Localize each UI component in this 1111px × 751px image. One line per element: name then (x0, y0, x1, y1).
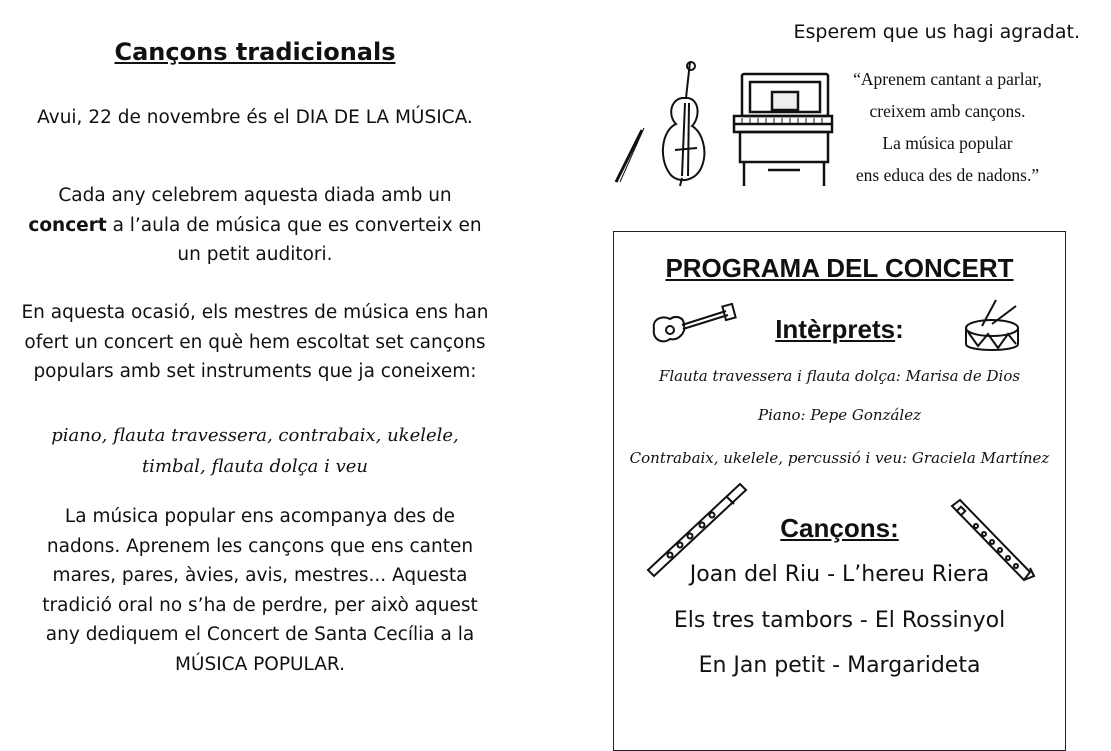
performers-heading-text: Intèrprets (775, 314, 896, 344)
song-line: En Jan petit - Margarideta (698, 653, 981, 678)
page-title: Cançons tradicionals (114, 38, 396, 66)
concert-text-bold: concert (28, 214, 107, 236)
intro-paragraph: Avui, 22 de novembre és el DIA DE LA MÚSICA. (37, 107, 473, 128)
quote-line: ens educa des de nadons.” (855, 165, 1040, 185)
performers-heading-colon: : (895, 314, 904, 344)
performer-line: Piano: Pepe González (758, 406, 921, 424)
quote-line: La música popular (882, 133, 1013, 153)
piano-icon (728, 70, 836, 190)
concert-text-post: a l’aula de música que es converteix en un petit auditori. (106, 214, 482, 265)
songs-heading-text: Cançons: (780, 513, 899, 543)
concert-paragraph (20, 181, 490, 270)
program-title: PROGRAMA DEL CONCERT (665, 253, 1014, 283)
quote-block (830, 63, 1065, 191)
cello-icon (612, 58, 707, 188)
thanks-text: Esperem que us hagi agradat. (793, 21, 1080, 43)
quote-line: creixem amb cançons. (869, 101, 1026, 121)
quote-line: “Aprenem cantant a parlar, (853, 69, 1042, 89)
drum-icon (962, 296, 1024, 358)
song-line: Joan del Riu - L’hereu Riera (689, 562, 990, 587)
concert-text-pre: Cada any celebrem aquesta diada amb un (58, 185, 452, 206)
performer-line: Contrabaix, ukelele, percussió i veu: Graciela Martínez (629, 449, 1050, 467)
performer-line: Flauta travessera i flauta dolça: Marisa de Dios (658, 367, 1021, 385)
tradition-paragraph: La música popular ens acompanya des de nadons. Aprenem les cançons que ens canten mares, pares, àvies, avis, mestres... Aquesta tradició oral no s’ha de perdre, per això aquest any dediquem el Concert de Santa Cecília a la MÚSICA POPULAR. (42, 506, 478, 675)
instruments-list: piano, flauta travessera, contrabaix, ukelele, timbal, flauta dolça i veu (51, 425, 459, 477)
occasion-paragraph: En aquesta ocasió, els mestres de música ens han ofert un concert en què hem escoltat set cançons populars amb set instruments que ja coneixem: (21, 302, 489, 382)
song-line: Els tres tambors - El Rossinyol (673, 608, 1006, 633)
